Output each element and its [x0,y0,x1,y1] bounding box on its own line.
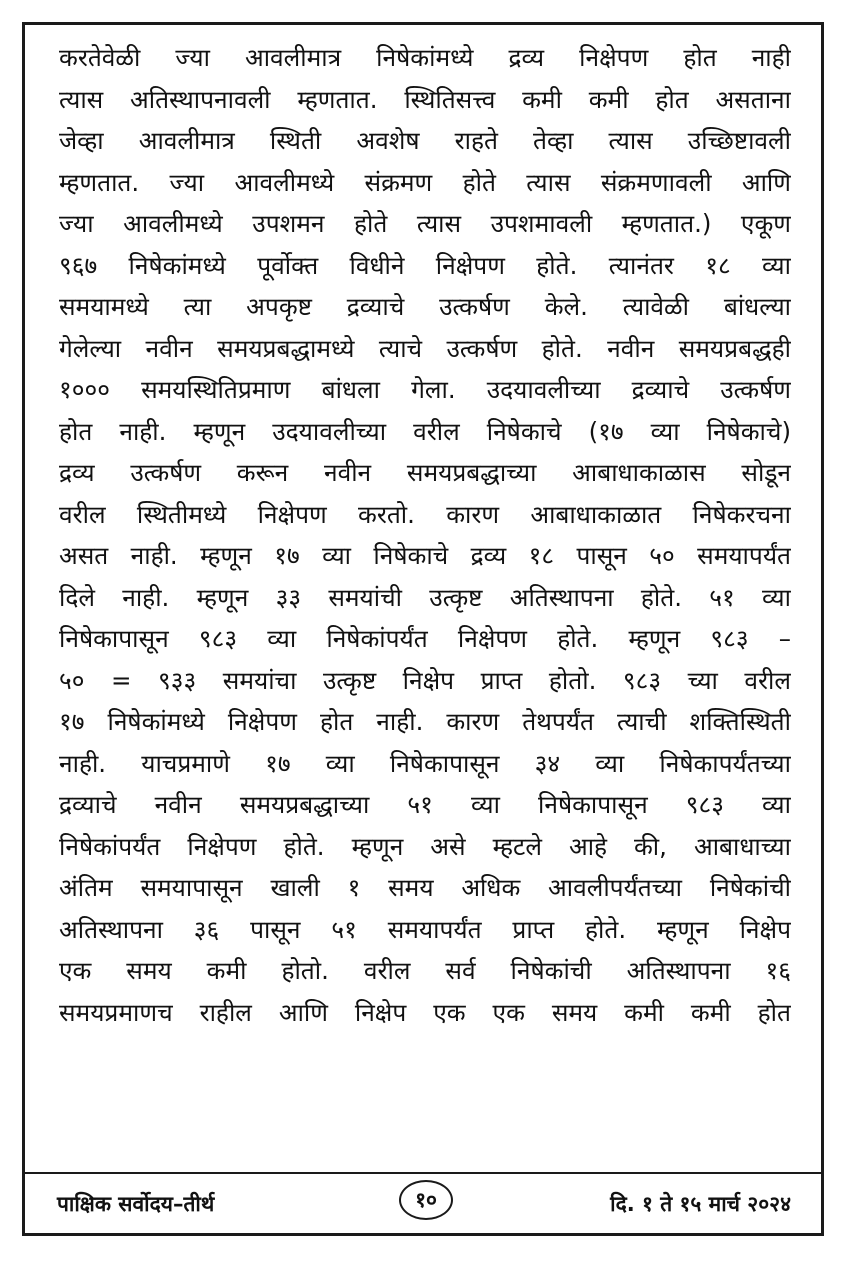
text-line: द्रव्याचे नवीन समयप्रबद्धाच्या ५१ व्या निषेकापासून ९८३ व्या [59,790,791,819]
page-number-badge [399,1180,453,1220]
text-line: नाही. याचप्रमाणे १७ व्या निषेकापासून ३४ व्या निषेकापर्यंतच्या [59,748,791,778]
text-line: निषेकांपर्यंत निक्षेपण होते. म्हणून असे म्हटले आहे की, आबाधाच्या [59,831,791,861]
text-line: ९६७ निषेकांमध्ये पूर्वोक्त विधीने निक्षेपण होते. त्यानंतर १८ व्या [59,250,791,280]
text-line: करतेवेळी ज्या आवलीमात्र निषेकांमध्ये द्रव्य निक्षेपण होत नाही [59,43,791,72]
text-line: समयामध्ये त्या अपकृष्ट द्रव्याचे उत्कर्षण केले. त्यावेळी बांधल्या [59,292,791,321]
text-line: अतिस्थापना ३६ पासून ५१ समयापर्यंत प्राप्त होते. म्हणून निक्षेप [59,914,791,944]
text-line: निषेकापासून ९८३ व्या निषेकांपर्यंत निक्षेपण होते. म्हणून ९८३ – [59,624,791,653]
text-line: असत नाही. म्हणून १७ व्या निषेकाचे द्रव्य १८ पासून ५० समयापर्यंत [59,541,791,570]
page-footer [25,1174,821,1233]
body-text [59,37,791,1162]
text-line: होत नाही. म्हणून उदयावलीच्या वरील निषेकाचे (१७ व्या निषेकाचे) [59,416,791,446]
page-number: १० [415,1188,437,1212]
issue-date: दि. १ ते १५ मार्च २०२४ [610,1192,791,1216]
text-line: जेव्हा आवलीमात्र स्थिती अवशेष राहते तेव्हा त्यास उच्छिष्टावली [59,126,791,155]
publication-name: पाक्षिक सर्वोदय–तीर्थ [57,1192,215,1216]
text-line: गेलेल्या नवीन समयप्रबद्धामध्ये त्याचे उत्कर्षण होते. नवीन समयप्रबद्धही [59,333,791,363]
text-line: वरील स्थितीमध्ये निक्षेपण करतो. कारण आबाधाकाळात निषेकरचना [59,499,791,529]
text-line: म्हणतात. ज्या आवलीमध्ये संक्रमण होते त्यास संक्रमणावली आणि [59,167,791,197]
text-line: १००० समयस्थितिप्रमाण बांधला गेला. उदयावलीच्या द्रव्याचे उत्कर्षण [59,375,791,404]
text-line: समयप्रमाणच राहील आणि निक्षेप एक एक समय कमी कमी होत [59,997,791,1027]
text-line: १७ निषेकांमध्ये निक्षेपण होत नाही. कारण तेथपर्यंत त्याची शक्तिस्थिती [59,707,791,736]
text-line: द्रव्य उत्कर्षण करून नवीन समयप्रबद्धाच्या आबाधाकाळास सोडून [59,458,791,487]
text-line: त्यास अतिस्थापनावली म्हणतात. स्थितिसत्त्व कमी कमी होत असताना [59,84,791,114]
text-line: अंतिम समयापासून खाली १ समय अधिक आवलीपर्यंतच्या निषेकांची [59,873,791,902]
text-line: ज्या आवलीमध्ये उपशमन होते त्यास उपशमावली म्हणतात.) एकूण [59,209,791,238]
text-line: दिले नाही. म्हणून ३३ समयांची उत्कृष्ट अतिस्थापना होते. ५१ व्या [59,582,791,612]
text-line: एक समय कमी होतो. वरील सर्व निषेकांची अतिस्थापना १६ [59,956,791,985]
text-line: ५० = ९३३ समयांचा उत्कृष्ट निक्षेप प्राप्त होतो. ९८३ च्या वरील [59,665,791,695]
page-frame [22,22,824,1236]
